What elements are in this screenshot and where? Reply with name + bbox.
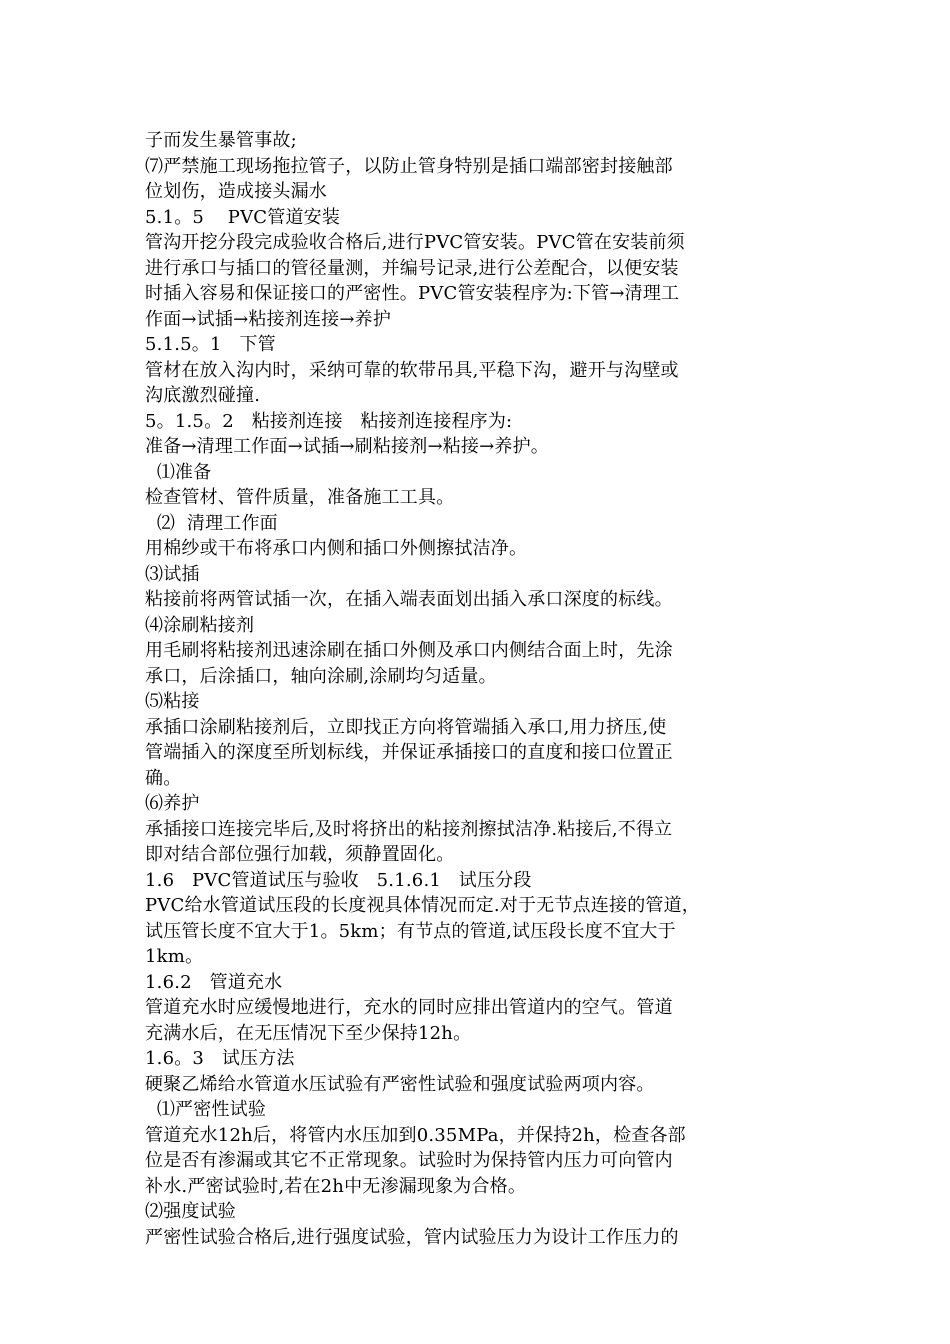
text-line: 位是否有渗漏或其它不正常现象。试验时为保持管内压力可向管内 [145,1150,673,1171]
text-line: 检查管材、管件质量，准备施工工具。 [145,487,455,508]
text-line: PVC给水管道试压段的长度视具体情况而定.对于无节点连接的管道， [145,895,701,916]
text-line: 时插入容易和保证接口的严密性。PVC管安装程序为:下管→清理工 [145,283,680,304]
text-line: 进行承口与插口的管径量测，并编号记录,进行公差配合，以便安装 [145,257,679,279]
text-line: 试压管长度不宜大于1。5km；有节点的管道,试压段长度不宜大于 [145,920,676,942]
text-line: 管材在放入沟内时，采纳可靠的软带吊具,平稳下沟，避开与沟壁或 [145,359,679,381]
text-line: 补水.严密试验时,若在2h中无渗漏现象为合格。 [145,1175,527,1197]
step-heading: ⑶试插 [145,563,200,585]
step-heading: ⑴准备 [145,461,212,483]
step-heading: ⑴严密性试验 [145,1099,267,1120]
text-line: 管沟开挖分段完成验收合格后,进行PVC管安装。PVC管在安装前须 [145,232,685,253]
section-heading: 1.6 PVC管道试压与验收 5.1.6.1 试压分段 [145,869,532,891]
text-line: 即对结合部位强行加载，须静置固化。 [145,844,455,865]
text-line: 充满水后，在无压情况下至少保持12h。 [145,1022,472,1044]
text-line: 硬聚乙烯给水管道水压试验有严密性试验和强度试验两项内容。 [145,1073,655,1095]
text-line: 承插口涂刷粘接剂后，立即找正方向将管端插入承口,用力挤压,使 [145,716,667,738]
text-line: 承口，后涂插口，轴向涂刷,涂刷均匀适量。 [145,665,497,687]
text-line: 沟底激烈碰撞. [145,385,261,406]
text-line: 用棉纱或干布将承口内侧和插口外侧擦拭洁净。 [145,538,528,559]
text-line: 管道充水12h后，将管内水压加到0.35MPa，并保持2h，检查各部 [145,1124,686,1146]
step-heading: ⑵强度试验 [145,1201,236,1222]
text-line: 1km。 [145,946,204,967]
text-line: 严密性试验合格后,进行强度试验，管内试验压力为设计工作压力的 [145,1226,679,1248]
step-heading: ⑹养护 [145,793,200,814]
section-heading: 1.6.2 管道充水 [145,971,283,993]
section-heading: 5。1.5。2 粘接剂连接 粘接剂连接程序为: [145,410,513,432]
step-heading: ⑵ 清理工作面 [145,512,278,534]
text-line: 确。 [145,767,182,789]
text-line: 作面→试插→粘接剂连接→养护 [145,308,392,330]
text-line: 承插接口连接完毕后,及时将挤出的粘接剂擦拭洁净.粘接后,不得立 [145,818,673,840]
text-line: 粘接前将两管试插一次，在插入端表面划出插入承口深度的标线。 [145,589,673,610]
step-heading: ⑷涂刷粘接剂 [145,614,255,636]
text-line: 管道充水时应缓慢地进行，充水的同时应排出管道内的空气。管道 [145,997,673,1018]
step-heading: ⑸粘接 [145,691,200,712]
document-page [145,128,815,1250]
text-line: ⑺严禁施工现场拖拉管子，以防止管身特别是插口端部密封接触部 [145,155,673,177]
section-heading: 1.6。3 试压方法 [145,1048,295,1069]
text-line: 用毛刷将粘接剂迅速涂刷在插口外侧及承口内侧结合面上时，先涂 [145,640,673,661]
section-heading: 5.1。5 PVC管道安装 [145,206,341,228]
text-line: 准备→清理工作面→试插→刷粘接剂→粘接→养护。 [145,436,550,457]
text-line: 子而发生暴管事故; [145,130,297,151]
section-heading: 5.1.5。1 下管 [145,334,276,355]
text-line: 位划伤，造成接头漏水 [145,181,327,202]
text-line: 管端插入的深度至所划标线，并保证承插接口的直度和接口位置正 [145,742,673,763]
